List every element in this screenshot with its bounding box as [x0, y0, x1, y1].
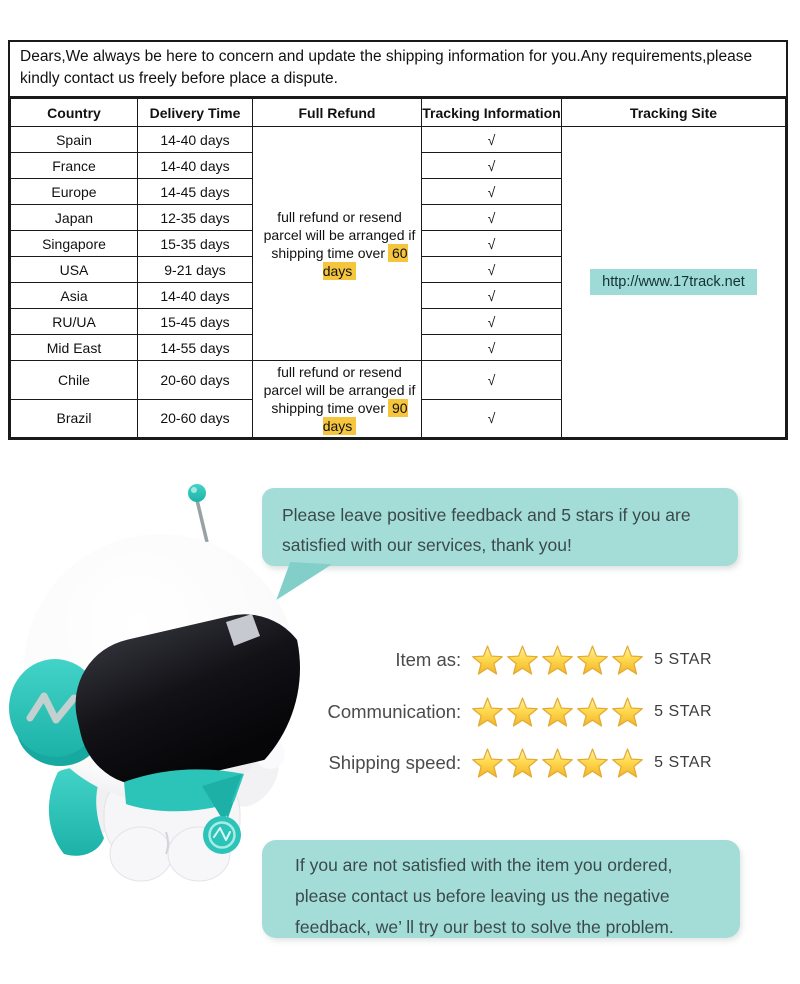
header-tracking-information: Tracking Information: [422, 99, 562, 127]
rating-row-item-as: [150, 642, 712, 678]
tracking-check-cell: √: [422, 127, 562, 153]
country-cell: Europe: [11, 179, 138, 205]
shipping-table: [10, 98, 786, 438]
country-cell: Spain: [11, 127, 138, 153]
tracking-check-cell: √: [422, 283, 562, 309]
star-rating: [471, 696, 646, 729]
robot-antenna: [188, 484, 207, 542]
country-cell: USA: [11, 257, 138, 283]
seller-notice-text: Dears,We always be here to concern and update the shipping information for you.Any requirements,please kindly contact us freely before place a dispute.: [10, 42, 786, 98]
tracking-site-link: http://www.17track.net: [590, 269, 757, 295]
rating-suffix: 5 STAR: [654, 703, 712, 720]
delivery-cell: 12-35 days: [138, 205, 253, 231]
tracking-check-cell: √: [422, 257, 562, 283]
delivery-cell: 14-40 days: [138, 127, 253, 153]
delivery-cell: 14-40 days: [138, 283, 253, 309]
feedback-speech-bubble: [262, 488, 738, 566]
header-full-refund: Full Refund: [253, 99, 422, 127]
dissatisfaction-note: [262, 840, 740, 938]
bubble-line-1: Please leave positive feedback and 5 stars if you are: [282, 505, 691, 525]
footer-line-3: feedback, we’ ll try our best to solve the problem.: [295, 917, 674, 937]
star-icon: [471, 747, 504, 780]
rating-row-shipping-speed: [150, 745, 712, 781]
robot-chest-badge: [203, 816, 241, 854]
rating-label: Item as:: [395, 649, 462, 670]
tracking-site-cell: [562, 127, 786, 438]
country-cell: RU/UA: [11, 309, 138, 335]
star-rating: [471, 644, 646, 677]
country-cell: Asia: [11, 283, 138, 309]
table-header-row: [11, 99, 786, 127]
star-icon: [506, 696, 539, 729]
star-icon: [611, 644, 644, 677]
footer-line-2: please contact us before leaving us the negative: [295, 886, 670, 906]
country-cell: Singapore: [11, 231, 138, 257]
star-icon: [611, 747, 644, 780]
tracking-check-cell: √: [422, 231, 562, 257]
rating-label: Communication:: [327, 701, 462, 722]
star-icon: [541, 644, 574, 677]
country-cell: Japan: [11, 205, 138, 231]
bubble-line-2: satisfied with our services, thank you!: [282, 535, 572, 555]
header-country: Country: [11, 99, 138, 127]
delivery-cell: 15-35 days: [138, 231, 253, 257]
table-row: [11, 127, 786, 153]
tracking-check-cell: √: [422, 399, 562, 438]
delivery-cell: 14-55 days: [138, 335, 253, 361]
tracking-check-cell: √: [422, 153, 562, 179]
star-icon: [471, 644, 504, 677]
star-icon: [576, 644, 609, 677]
delivery-cell: 14-45 days: [138, 179, 253, 205]
rating-suffix: 5 STAR: [654, 651, 712, 668]
tracking-check-cell: √: [422, 335, 562, 361]
country-cell: Mid East: [11, 335, 138, 361]
header-delivery-time: Delivery Time: [138, 99, 253, 127]
star-icon: [506, 644, 539, 677]
star-rating: [471, 747, 646, 780]
shipping-info-panel: [8, 40, 788, 440]
delivery-cell: 15-45 days: [138, 309, 253, 335]
country-cell: Brazil: [11, 399, 138, 438]
star-icon: [611, 696, 644, 729]
delivery-cell: 9-21 days: [138, 257, 253, 283]
delivery-cell: 14-40 days: [138, 153, 253, 179]
delivery-cell: 20-60 days: [138, 361, 253, 400]
star-icon: [506, 747, 539, 780]
refund-policy-cell-90days: full refund or resend parcel will be arranged if shipping time over 90 days: [253, 361, 422, 438]
footer-line-1: If you are not satisfied with the item you ordered,: [295, 855, 673, 875]
star-icon: [541, 696, 574, 729]
star-icon: [576, 696, 609, 729]
star-icon: [576, 747, 609, 780]
rating-suffix: 5 STAR: [654, 754, 712, 771]
star-icon: [471, 696, 504, 729]
rating-label: Shipping speed:: [328, 752, 462, 773]
refund-days-highlight: 60 days: [322, 244, 408, 279]
star-icon: [541, 747, 574, 780]
delivery-cell: 20-60 days: [138, 399, 253, 438]
tracking-check-cell: √: [422, 309, 562, 335]
tracking-check-cell: √: [422, 361, 562, 400]
header-tracking-site: Tracking Site: [562, 99, 786, 127]
tracking-check-cell: √: [422, 205, 562, 231]
refund-policy-cell-60days: full refund or resend parcel will be arranged if shipping time over 60 days: [253, 127, 422, 361]
country-cell: France: [11, 153, 138, 179]
refund-days-highlight: 90 days: [322, 400, 408, 434]
country-cell: Chile: [11, 361, 138, 400]
tracking-check-cell: √: [422, 179, 562, 205]
rating-row-communication: [150, 694, 712, 730]
